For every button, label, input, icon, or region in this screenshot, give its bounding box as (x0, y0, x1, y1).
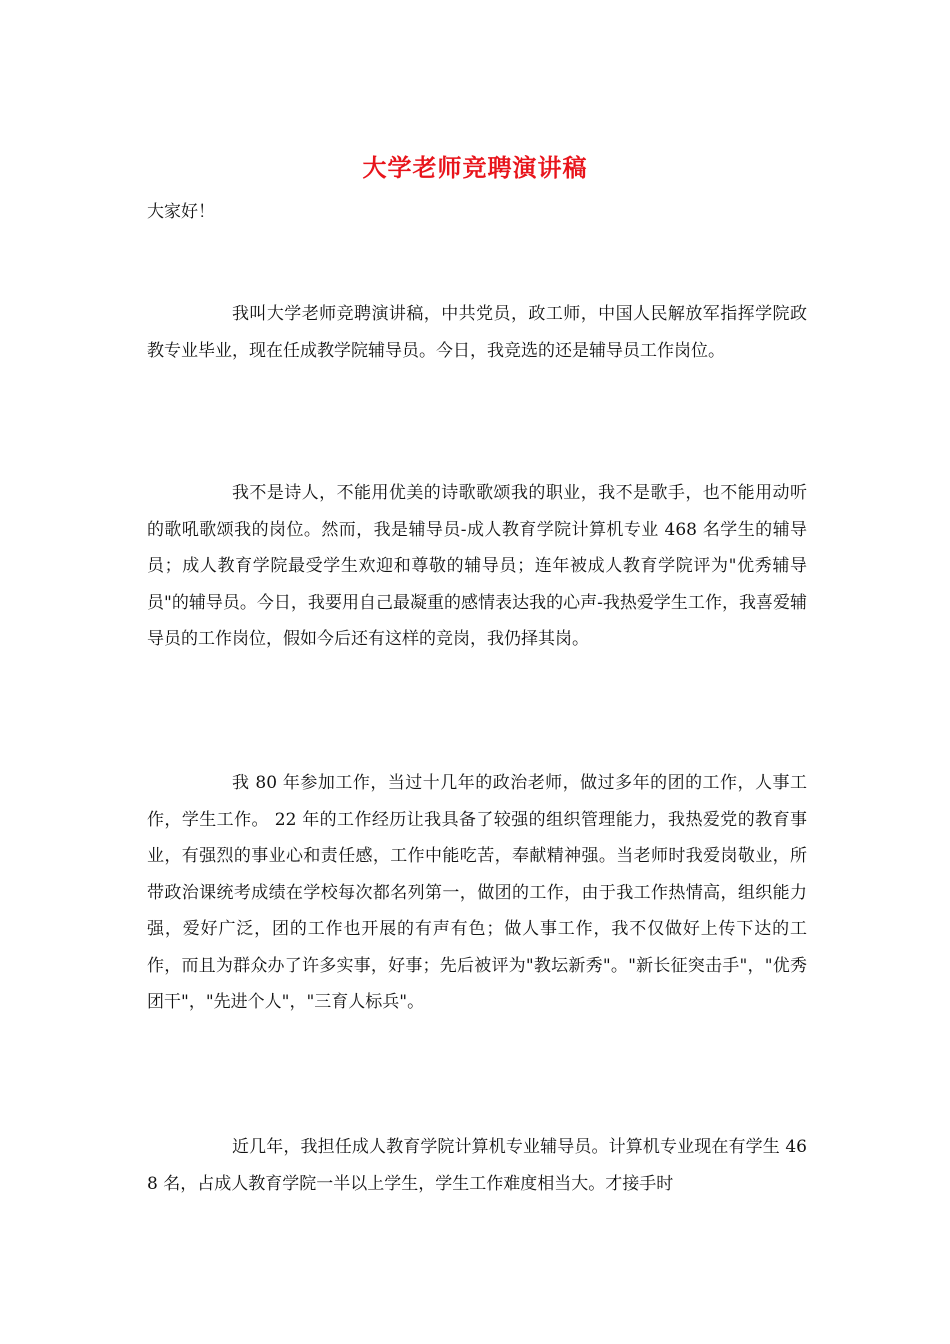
document-title: 大学老师竞聘演讲稿 (362, 153, 588, 182)
paragraph-2: 我不是诗人，不能用优美的诗歌歌颂我的职业，我不是歌手，也不能用动听的歌吼歌颂我的岗位。然而，我是辅导员-成人教育学院计算机专业 468 名学生的辅导员；成人教育学院最受学生欢迎和尊敬的辅导员；连年被成人教育学院评为"优秀辅导员"的辅导员。今日，我要用自己最凝重的感情表达我的心声-我热爱学生工作，我喜爱辅导员的工作岗位，假如今后还有这样的竞岗，我仍择其岗。 (147, 483, 807, 649)
greeting: 大家好！ (147, 202, 215, 222)
paragraph-3: 我 80 年参加工作，当过十几年的政治老师，做过多年的团的工作，人事工作，学生工作。 22 年的工作经历让我具备了较强的组织管理能力，我热爱党的教育事业，有强烈的事业心和责任感，工作中能吃苦，奉献精神强。当老师时我爱岗敬业，所带政治课统考成绩在学校每次都名列第一，做团的工作，由于我工作热情高，组织能力强，爱好广泛，团的工作也开展的有声有色；做人事工作，我不仅做好上传下达的工作，而且为群众办了许多实事，好事；先后被评为"教坛新秀"。"新长征突击手"，"优秀团干"，"先进个人"，"三育人标兵"。 (147, 773, 807, 1012)
paragraph-1: 我叫大学老师竞聘演讲稿，中共党员，政工师，中国人民解放军指挥学院政教专业毕业，现在任成教学院辅导员。今日，我竞选的还是辅导员工作岗位。 (147, 304, 807, 361)
paragraph-4: 近几年，我担任成人教育学院计算机专业辅导员。计算机专业现在有学生 468 名，占成人教育学院一半以上学生，学生工作难度相当大。才接手时 (147, 1137, 807, 1194)
